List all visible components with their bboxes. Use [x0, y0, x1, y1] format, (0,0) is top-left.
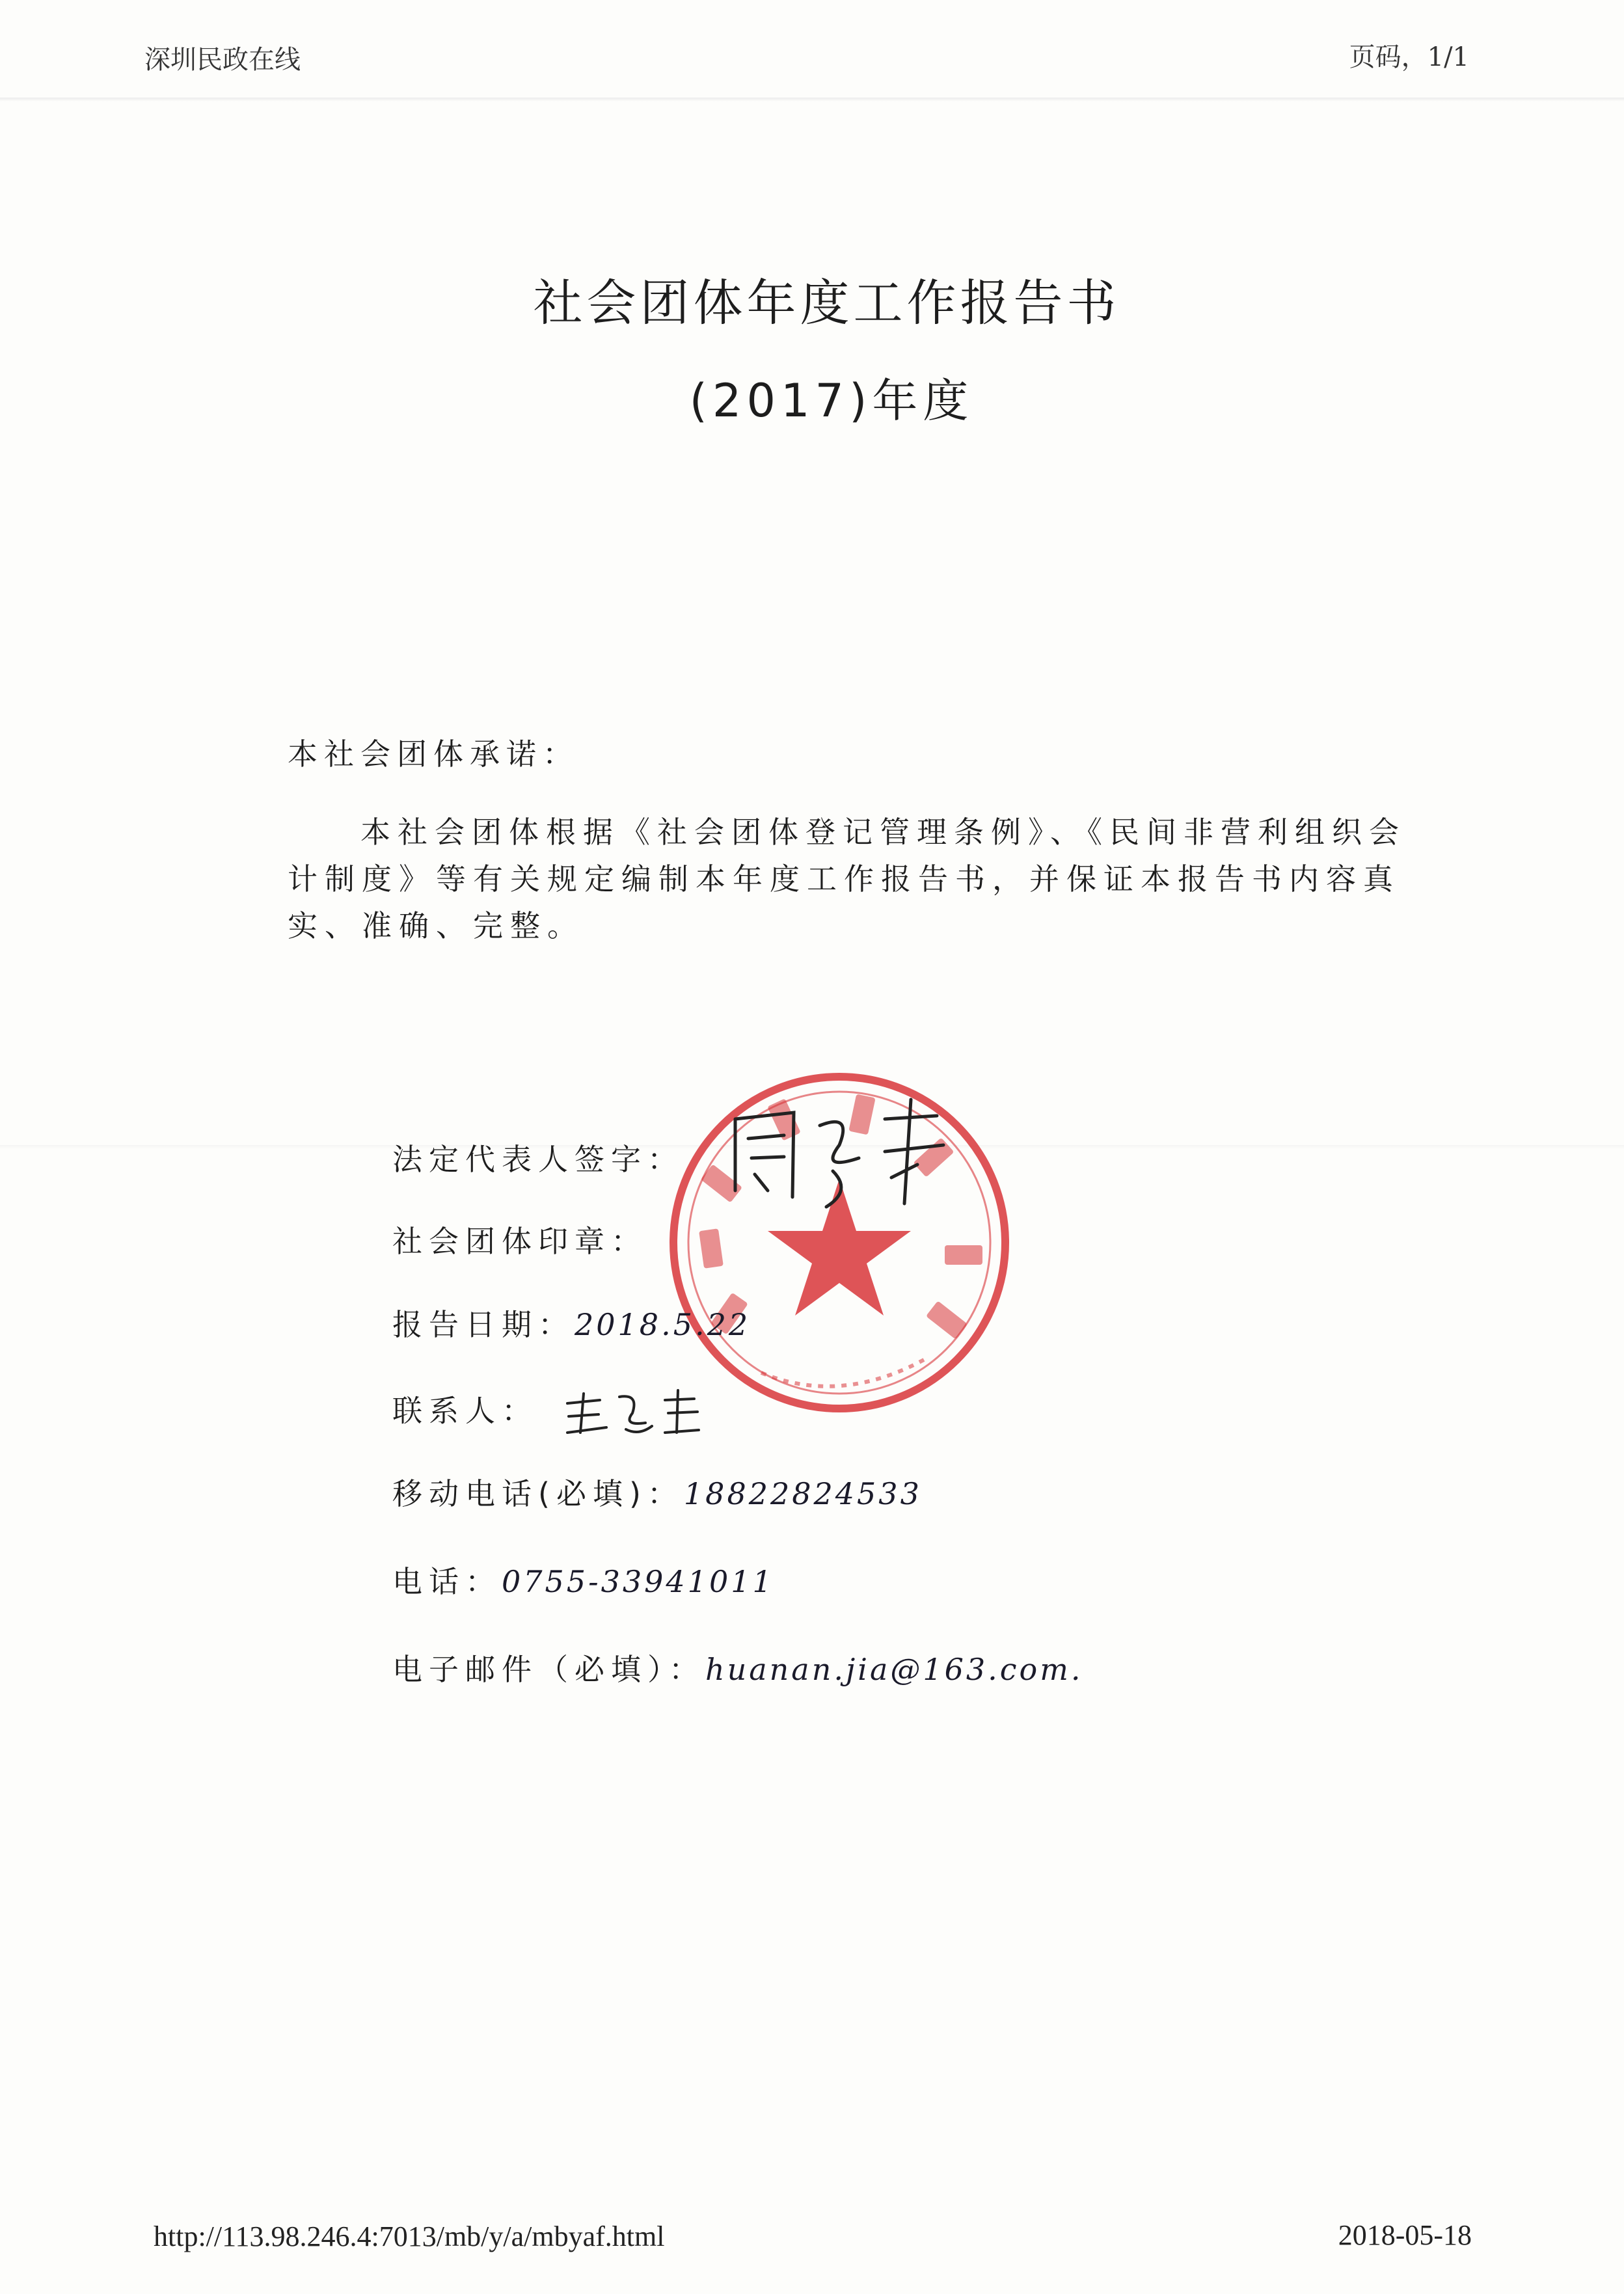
- field-legal-representative: [392, 1136, 684, 1179]
- contact-person-label: 联系人：: [392, 1393, 538, 1429]
- footer-url: http://113.98.246.4:7013/mb/y/a/mbyaf.html: [154, 2220, 665, 2252]
- legal-representative-label: 法定代表人签字：: [392, 1142, 684, 1177]
- pledge-body: 本社会团体根据《社会团体登记管理条例》、《民间非营利组织会计制度》等有关规定编制本年度工作报告书，并保证本报告书内容真实、准确、完整。: [288, 815, 1406, 943]
- pledge-heading: 本社会团体承诺：: [288, 736, 579, 772]
- header-page-number: 页码，1/1: [1349, 42, 1469, 72]
- email-label: 电子邮件（必填）：: [392, 1652, 705, 1687]
- field-contact-person: [392, 1387, 704, 1439]
- report-date-value: 2018.5.22: [575, 1307, 751, 1342]
- phone-value: 0755-33941011: [502, 1564, 774, 1599]
- paper-fold-top: [0, 98, 1624, 101]
- document-title: 社会团体年度工作报告书: [533, 274, 1120, 332]
- seal-serial-arc: [761, 1360, 924, 1386]
- document-subtitle: (2017)年度: [689, 374, 974, 427]
- field-organization-seal: [392, 1218, 647, 1261]
- contact-person-signature: [561, 1387, 704, 1439]
- phone-label: 电话：: [392, 1564, 502, 1599]
- field-report-date: [392, 1301, 750, 1344]
- footer-date: 2018-05-18: [1338, 2219, 1472, 2251]
- report-date-label: 报告日期：: [392, 1307, 575, 1342]
- field-email: [392, 1646, 1083, 1689]
- header-site-name: 深圳民政在线: [144, 45, 301, 75]
- field-mobile-phone: [392, 1470, 922, 1513]
- representative-signature: [722, 1093, 956, 1223]
- mobile-phone-value: 18822824533: [683, 1476, 922, 1511]
- document-subtitle-row: [0, 364, 1624, 430]
- email-value: huanan.jia@163.com.: [705, 1652, 1083, 1687]
- organization-seal-label: 社会团体印章：: [392, 1224, 647, 1259]
- document-title-row: [0, 263, 1624, 334]
- field-phone: [392, 1558, 774, 1601]
- mobile-phone-label: 移动电话(必填)：: [392, 1476, 684, 1511]
